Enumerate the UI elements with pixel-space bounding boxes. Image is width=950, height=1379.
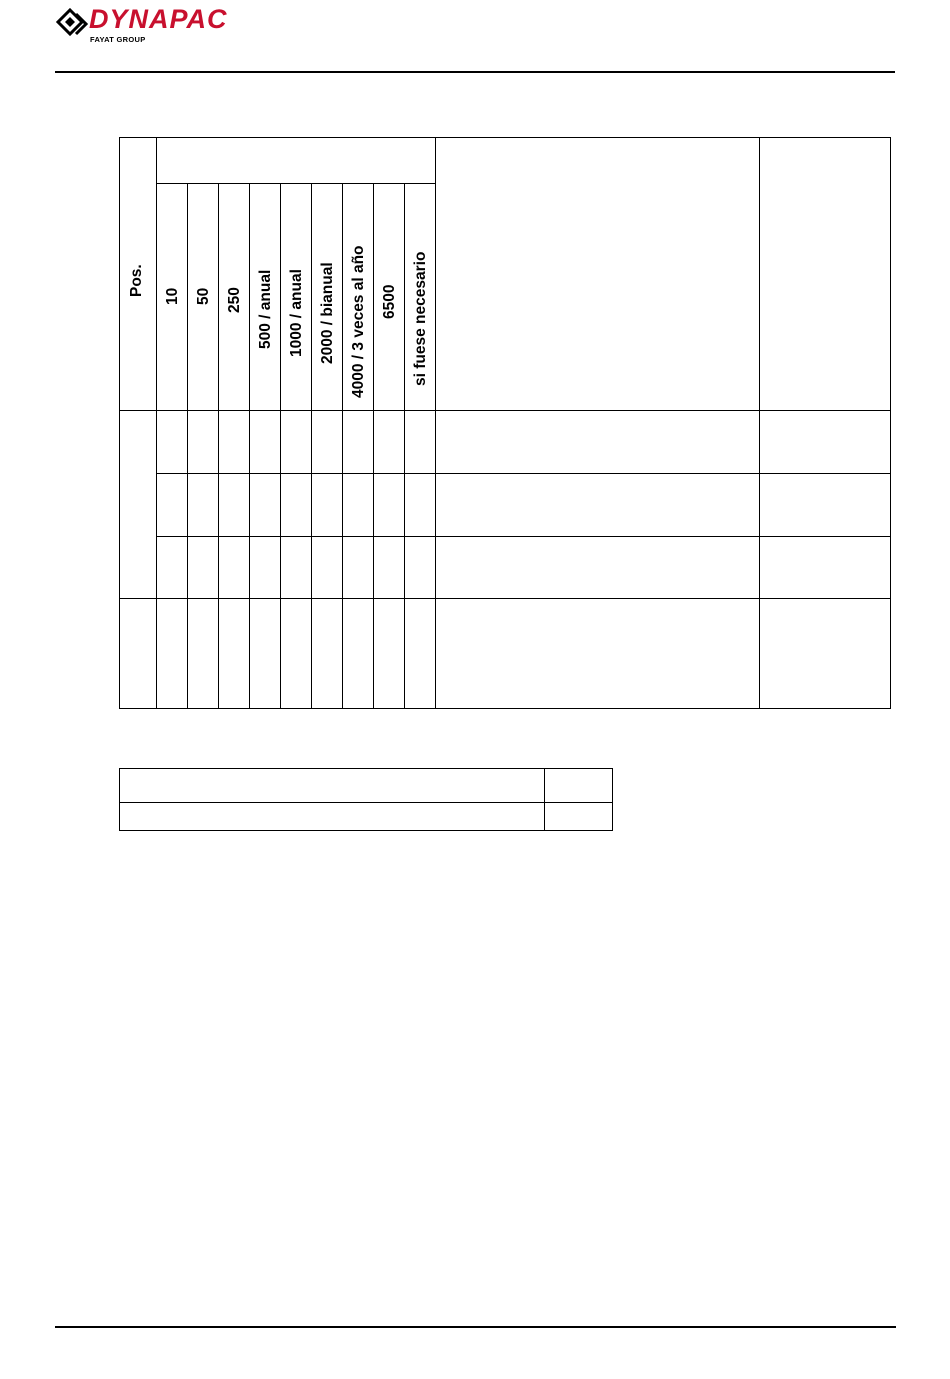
secondary-table-cell: [119, 802, 545, 831]
interval-label-250: 250: [226, 287, 243, 313]
brand-name: DYNAPAC: [89, 4, 228, 34]
interval-label-4000: 4000 / 3 veces al año: [350, 245, 367, 398]
interval-label-si-fuese: si fuese necesario: [412, 251, 429, 386]
interval-label-1000: 1000 / anual: [288, 269, 305, 357]
interval-label-6500: 6500: [381, 284, 398, 319]
secondary-table-cell: [544, 768, 613, 803]
interval-label-10: 10: [164, 287, 181, 305]
footer-rule: [55, 1326, 896, 1328]
interval-label-500: 500 / anual: [257, 269, 274, 349]
pos-label: Pos.: [128, 264, 145, 297]
interval-label-50: 50: [195, 287, 212, 305]
secondary-table-cell: [544, 802, 613, 831]
interval-label-2000: 2000 / bianual: [319, 262, 336, 364]
secondary-table-cell: [119, 768, 545, 803]
brand-subtitle: FAYAT GROUP: [90, 35, 146, 44]
